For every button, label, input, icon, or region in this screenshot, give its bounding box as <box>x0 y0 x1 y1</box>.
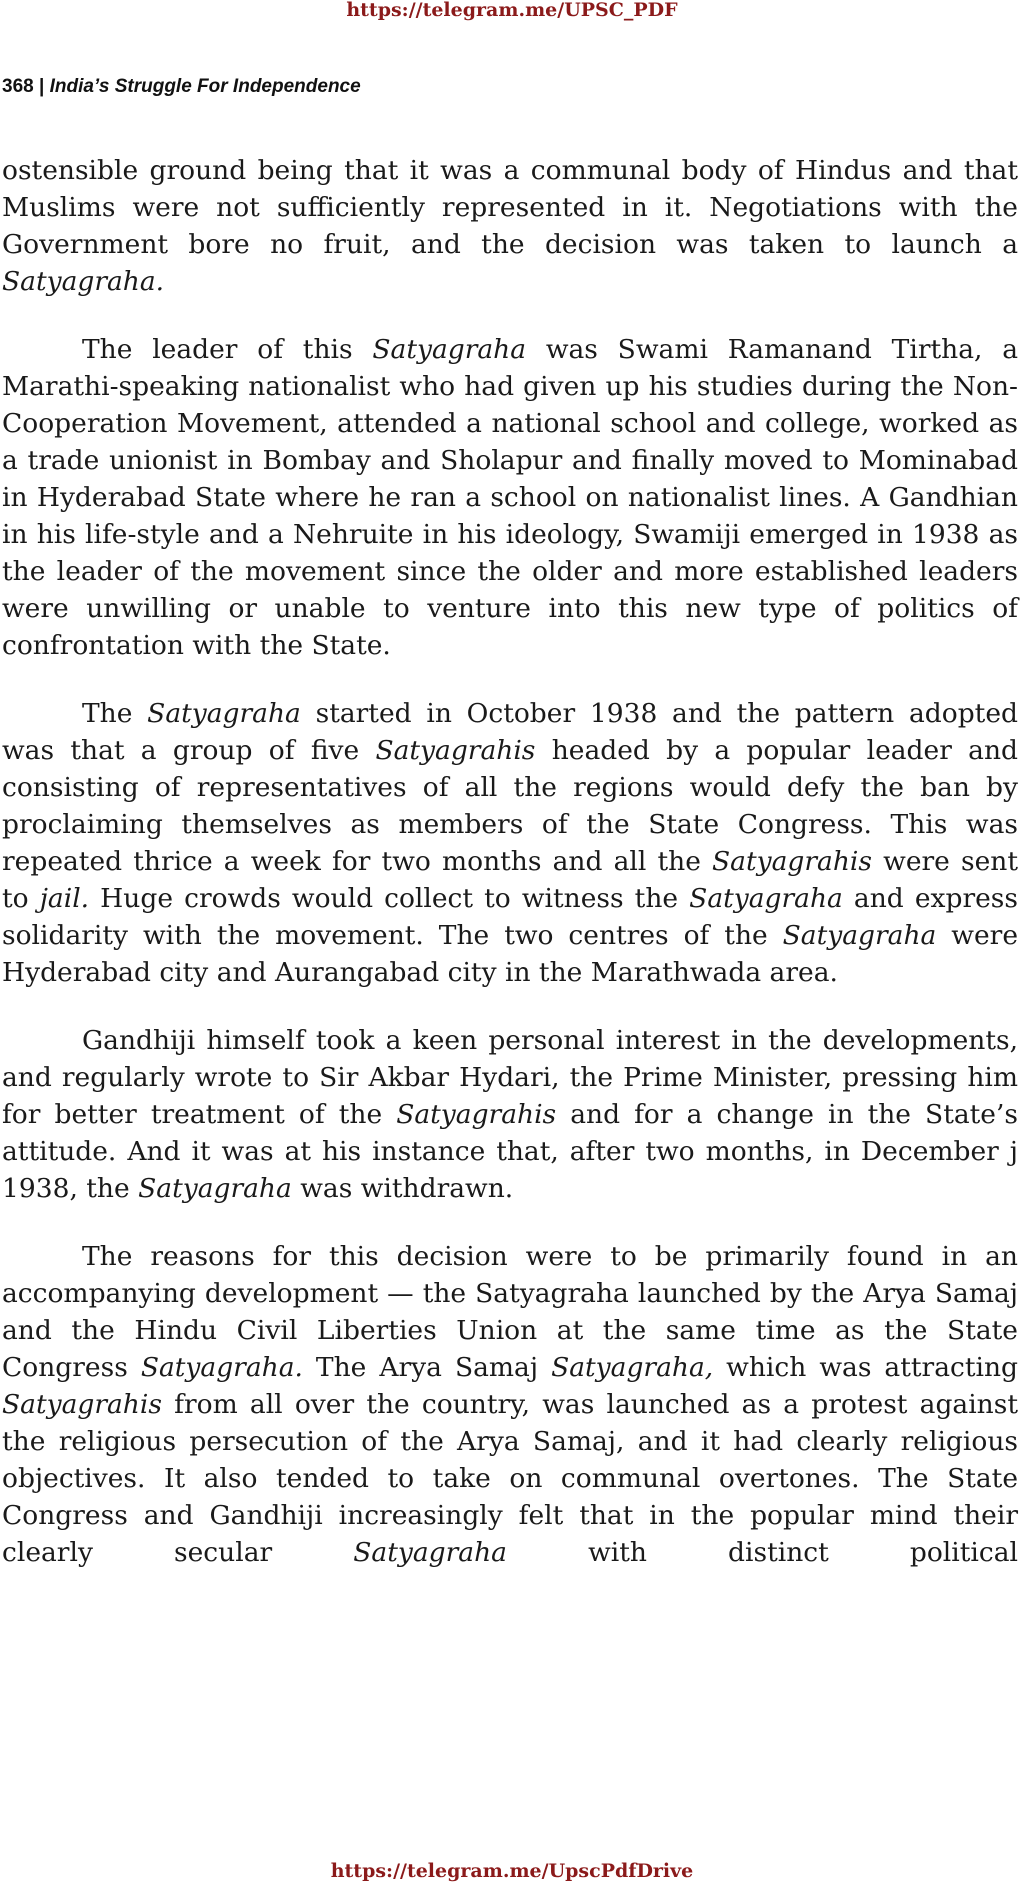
bottom-watermark-link[interactable]: https://telegram.me/UpscPdfDrive <box>330 1860 694 1882</box>
running-head <box>2 76 361 98</box>
text-run: were Hyderabad city and Aurangabad city in the Marathwada area. <box>2 920 1018 988</box>
text-run: The <box>82 698 148 729</box>
paragraph-1 <box>2 152 1018 300</box>
text-run: was withdrawn. <box>291 1173 514 1204</box>
text-run: and express solidarity with the movement. The two centres of the <box>2 883 1018 951</box>
paragraph-4 <box>2 1022 1018 1207</box>
text-run: The leader of this <box>82 334 373 365</box>
text-run: from all over the country, was launched as a protest against the religious persecution of the Arya Samaj, and it had clearly religious objectives. It also tended to take on communal overtones. The State Congress and Gandhiji increasingly felt that in the popular mind their clearly secular <box>2 1389 1018 1568</box>
text-run: The Arya Samaj <box>302 1352 552 1383</box>
text-run: with distinct political <box>506 1537 1018 1568</box>
text-run: Gandhiji himself took a keen personal interest in the developments, and regularly wrote to Sir Akbar Hydari, the Prime Minister, pressing him for better treatment of the <box>2 1025 1018 1130</box>
italic-text-run: Satyagrahis <box>375 735 536 766</box>
book-title: India’s Struggle For Independence <box>49 76 361 97</box>
italic-text-run: Satyagraha. <box>140 1352 303 1383</box>
italic-text-run: Satyagraha. <box>2 266 165 297</box>
italic-text-run: Satyagrahis <box>2 1389 162 1420</box>
italic-text-run: Satyagraha <box>689 883 843 914</box>
italic-text-run: Satyagrahis <box>396 1099 557 1130</box>
text-run: ostensible ground being that it was a communal body of Hindus and that Muslims were not sufficiently represented in it. Negotiations with the Government bore no fruit, and the decision was taken to launch a <box>2 155 1018 260</box>
page-number: 368 <box>2 76 34 97</box>
text-run: which was attracting <box>713 1352 1018 1383</box>
header-separator: | <box>38 76 45 97</box>
italic-text-run: Satyagraha <box>353 1537 507 1568</box>
italic-text-run: Satyagraha <box>147 698 301 729</box>
italic-text-run: Satyagraha <box>138 1173 292 1204</box>
italic-text-run: Satyagrahis <box>712 846 872 877</box>
paragraph-5 <box>2 1238 1018 1571</box>
text-run: started in October 1938 and the pattern adopted was that a group of five <box>2 698 1018 766</box>
text-run: The reasons for this decision were to be primarily found in an accompanying development — the Satyagraha launched by the Arya Samaj and the Hindu Civil Liberties Union at the same time as the State Congress <box>2 1241 1018 1383</box>
text-run: was Swami Ramanand Tirtha, a Marathi-speaking nationalist who had given up his studies during the Non-Cooperation Movement, attended a national school and college, worked as a trade unionist in Bombay and Sholapur and finally moved to Mominabad in Hyderabad State where he ran a school on nationalist lines. A Gandhian in his life-style and a Nehruite in his ideology, Swamiji emerged in 1938 as the leader of the movement since the older and more established leaders were unwilling or unable to venture into this new type of politics of confrontation with the State. <box>2 334 1018 661</box>
page-body <box>2 152 1018 1602</box>
paragraph-2 <box>2 331 1018 664</box>
italic-text-run: jail. <box>39 883 90 914</box>
text-run: and for a change in the State’s attitude. And it was at his instance that, after two months, in December j 1938, the <box>2 1099 1019 1204</box>
italic-text-run: Satyagraha, <box>551 1352 714 1383</box>
text-run: Huge crowds would collect to witness the <box>89 883 690 914</box>
text-run: were sent to <box>2 846 1018 914</box>
paragraph-3 <box>2 695 1018 991</box>
text-run: headed by a popular leader and consisting of representatives of all the regions would defy the ban by proclaiming themselves as members of the State Congress. This was repeated thrice a week for two months and all the <box>2 735 1018 877</box>
top-watermark-link[interactable]: https://telegram.me/UPSC_PDF <box>346 0 678 21</box>
italic-text-run: Satyagraha <box>372 334 527 365</box>
italic-text-run: Satyagraha <box>782 920 937 951</box>
